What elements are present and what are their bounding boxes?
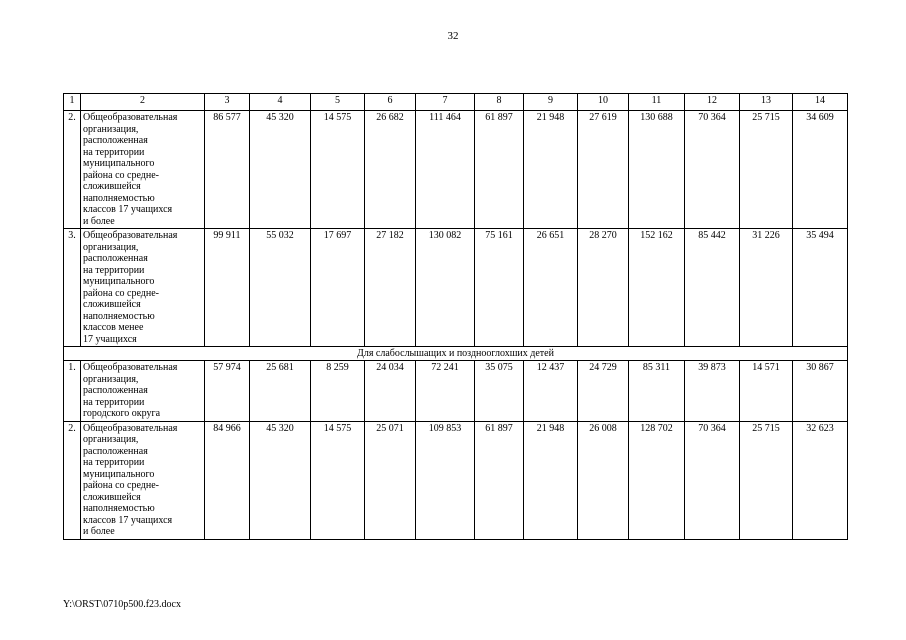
table-row [64,111,848,229]
organization-name: Общеобразовательная организация, расположенная на территории городского округа [81,361,205,422]
value-cell: 8 259 [311,361,365,422]
value-cell: 25 715 [740,421,793,539]
column-header: 3 [205,94,250,111]
value-cell: 17 697 [311,229,365,347]
value-cell: 39 873 [685,361,740,422]
file-path: Y:\ORST\0710p500.f23.docx [63,599,181,610]
row-number: 3. [64,229,81,347]
organization-name: Общеобразовательная организация, расположенная на территории муниципального района со средне- сложившейся наполняемостью классов 17 учащихся и более [81,421,205,539]
value-cell: 70 364 [685,111,740,229]
value-cell: 28 270 [578,229,629,347]
value-cell: 75 161 [475,229,524,347]
value-cell: 85 442 [685,229,740,347]
column-header: 9 [524,94,578,111]
row-number: 1. [64,361,81,422]
value-cell: 14 571 [740,361,793,422]
table-row [64,421,848,539]
column-header: 14 [793,94,848,111]
value-cell: 12 437 [524,361,578,422]
value-cell: 34 609 [793,111,848,229]
value-cell: 86 577 [205,111,250,229]
page-number: 32 [447,30,459,42]
table-row [64,361,848,422]
value-cell: 72 241 [416,361,475,422]
column-header: 5 [311,94,365,111]
value-cell: 85 311 [629,361,685,422]
table-row [64,229,848,347]
column-header: 10 [578,94,629,111]
value-cell: 111 464 [416,111,475,229]
column-header: 4 [250,94,311,111]
value-cell: 21 948 [524,111,578,229]
value-cell: 30 867 [793,361,848,422]
value-cell: 128 702 [629,421,685,539]
section-row [64,347,848,361]
value-cell: 32 623 [793,421,848,539]
value-cell: 27 619 [578,111,629,229]
table-header-row [64,94,848,111]
value-cell: 61 897 [475,421,524,539]
column-header: 2 [81,94,205,111]
value-cell: 130 688 [629,111,685,229]
value-cell: 35 075 [475,361,524,422]
value-cell: 27 182 [365,229,416,347]
column-header: 1 [64,94,81,111]
organization-name: Общеобразовательная организация, расположенная на территории муниципального района со средне- сложившейся наполняемостью классов 17 учащихся и более [81,111,205,229]
column-header: 6 [365,94,416,111]
value-cell: 84 966 [205,421,250,539]
value-cell: 57 974 [205,361,250,422]
value-cell: 35 494 [793,229,848,347]
value-cell: 26 651 [524,229,578,347]
value-cell: 61 897 [475,111,524,229]
value-cell: 70 364 [685,421,740,539]
value-cell: 99 911 [205,229,250,347]
value-cell: 26 682 [365,111,416,229]
value-cell: 26 008 [578,421,629,539]
column-header: 12 [685,94,740,111]
value-cell: 14 575 [311,111,365,229]
organization-name: Общеобразовательная организация, расположенная на территории муниципального района со средне- сложившейся наполняемостью классов менее 17 учащихся [81,229,205,347]
data-table [63,93,848,540]
value-cell: 130 082 [416,229,475,347]
value-cell: 152 162 [629,229,685,347]
value-cell: 55 032 [250,229,311,347]
value-cell: 24 034 [365,361,416,422]
value-cell: 14 575 [311,421,365,539]
value-cell: 25 071 [365,421,416,539]
value-cell: 45 320 [250,421,311,539]
column-header: 11 [629,94,685,111]
value-cell: 109 853 [416,421,475,539]
value-cell: 25 715 [740,111,793,229]
value-cell: 24 729 [578,361,629,422]
row-number: 2. [64,111,81,229]
row-number: 2. [64,421,81,539]
value-cell: 25 681 [250,361,311,422]
column-header: 8 [475,94,524,111]
column-header: 13 [740,94,793,111]
value-cell: 31 226 [740,229,793,347]
column-header: 7 [416,94,475,111]
value-cell: 45 320 [250,111,311,229]
value-cell: 21 948 [524,421,578,539]
section-title: Для слабослышащих и позднооглохших детей [64,347,848,361]
